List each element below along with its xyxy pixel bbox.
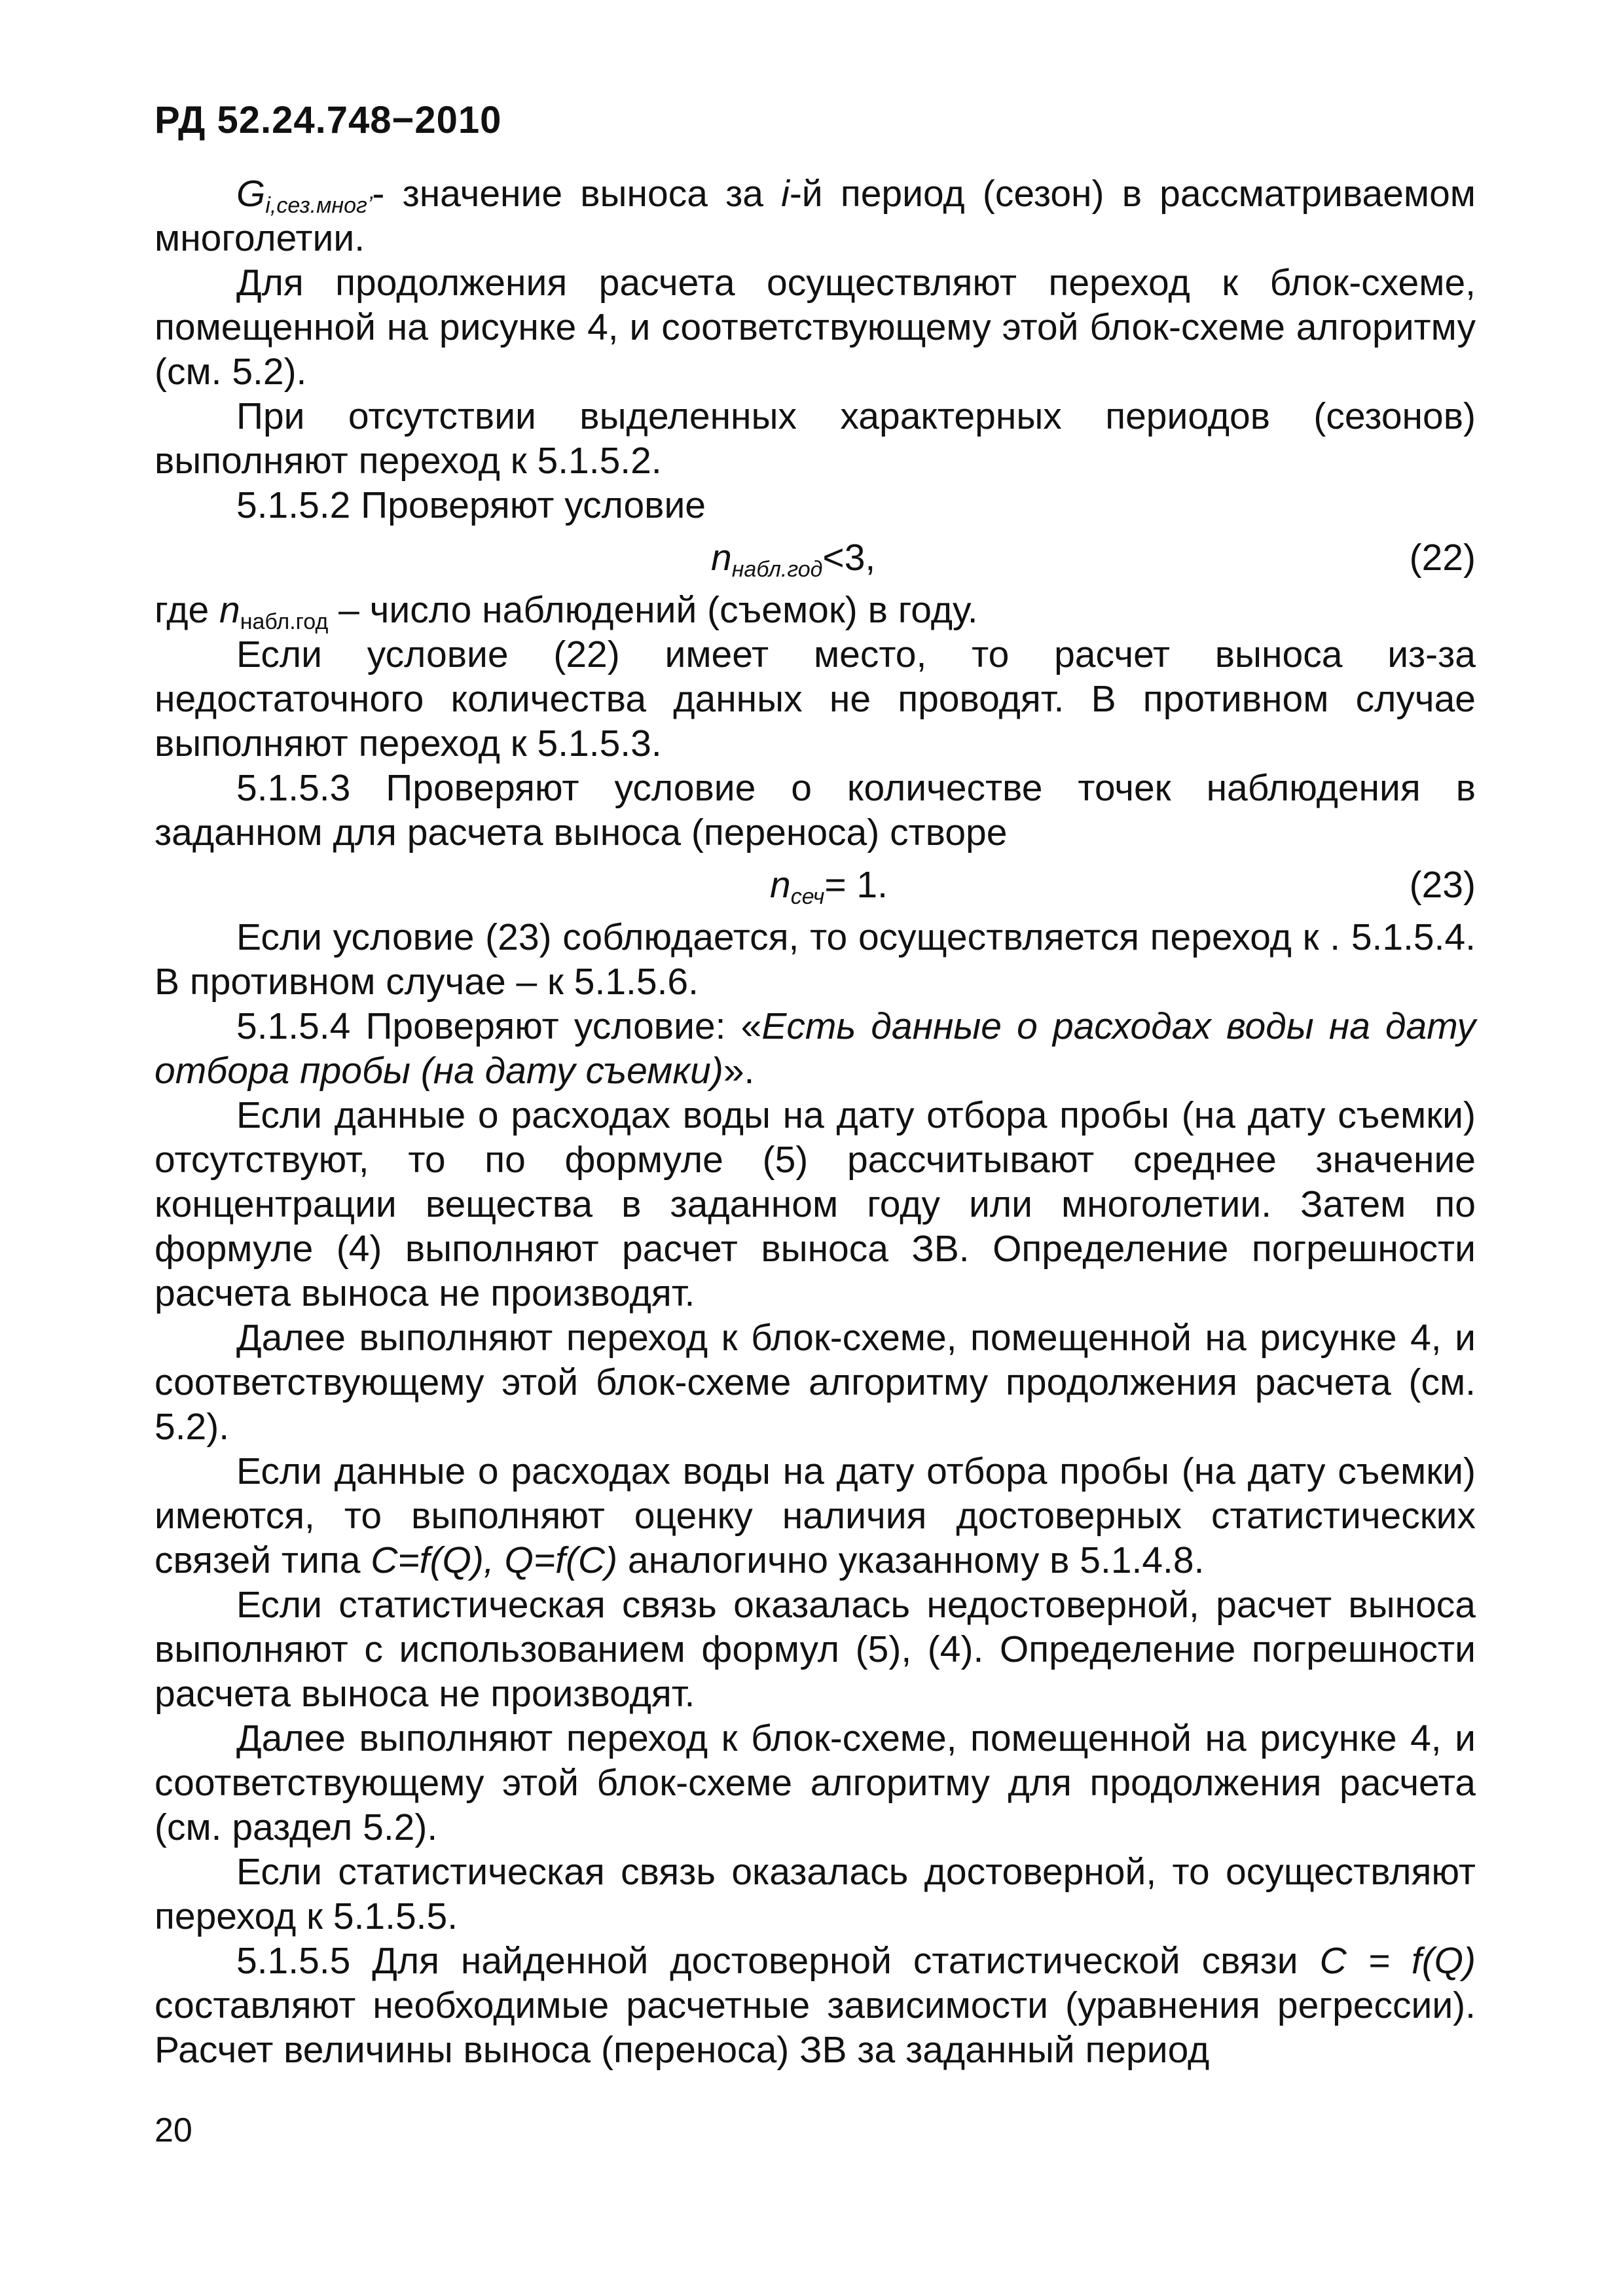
paragraph: Если данные о расходах воды на дату отбора пробы (на дату съемки) отсутствуют, то по формуле (5) рассчитывают среднее значение концентрации вещества в заданном году или многолетии. Затем по формуле (4) выполняют расчет выноса ЗВ. Определение погрешности расчета выноса не производят. (155, 1094, 1476, 1314)
paragraph: где $n_{набл.год}$ – число наблюдений (съемок) в году. (155, 589, 978, 634)
paragraph: Для продолжения расчета осуществляют переход к блок-схеме, помещенной на рисунке 4, и соответствующему этой блок-схеме алгоритму (см. 5.2). (155, 262, 1476, 393)
formula-23 (155, 855, 1476, 915)
paragraph: Если условие (23) соблюдается, то осуществляется переход к . 5.1.5.4. В противном случае – к 5.1.5.6. (155, 916, 1476, 1003)
paragraph: Далее выполняют переход к блок-схеме, помещенной на рисунке 4, и соответствующему этой блок-схеме алгоритму для продолжения расчета (см. раздел 5.2). (155, 1717, 1476, 1848)
paragraph: Если данные о расходах воды на дату отбора пробы (на дату съемки) имеются, то выполняют оценку наличия достоверных статистических связей типа C=f(Q), Q=f(C) аналогично указанному в 5.1.4.8. (155, 1450, 1476, 1581)
formula-number: (22) (1409, 537, 1476, 579)
page-body (155, 171, 1476, 2072)
paragraph: При отсутствии выделенных характерных периодов (сезонов) выполняют переход к 5.1.5.2. (155, 395, 1476, 482)
paragraph: 5.1.5.3 Проверяют условие о количестве точек наблюдения в заданном для расчета выноса (переноса) створе (155, 767, 1476, 853)
paragraph: 5.1.5.4 Проверяют условие: «Есть данные о расходах воды на дату отбора пробы (на дату съемки)». (155, 1005, 1476, 1092)
formula-22 (155, 528, 1476, 588)
paragraph: Если статистическая связь оказалась недостоверной, расчет выноса выполняют с использованием формул (5), (4). Определение погрешности расчета выноса не производят. (155, 1584, 1476, 1715)
formula-expression: $n_{сеч}= 1$. (770, 864, 888, 909)
paragraph: 5.1.5.2 Проверяют условие (236, 484, 706, 526)
formula-expression: $n_{набл.год}<3$, (711, 537, 876, 582)
document-code: РД 52.24.748−2010 (155, 99, 502, 141)
page-number: 20 (155, 2111, 192, 2149)
paragraph: 5.1.5.5 Для найденной достоверной статистической связи C = f(Q) составляют необходимые расчетные зависимости (уравнения регрессии). Расчет величины выноса (переноса) ЗВ за заданный период (155, 1940, 1476, 2071)
formula-number: (23) (1409, 864, 1476, 906)
paragraph: Если статистическая связь оказалась достоверной, то осуществляют переход к 5.1.5.5. (155, 1851, 1476, 1937)
paragraph: Если условие (22) имеет место, то расчет выноса из-за недостаточного количества данных не проводят. В противном случае выполняют переход к 5.1.5.3. (155, 634, 1476, 764)
paragraph: $G_{i,сез.многʼ}-$ значение выноса за i-й период (сезон) в рассматриваемом многолетии. (155, 173, 1476, 259)
paragraph: Далее выполняют переход к блок-схеме, помещенной на рисунке 4, и соответствующему этой блок-схеме алгоритму продолжения расчета (см. 5.2). (155, 1317, 1476, 1448)
